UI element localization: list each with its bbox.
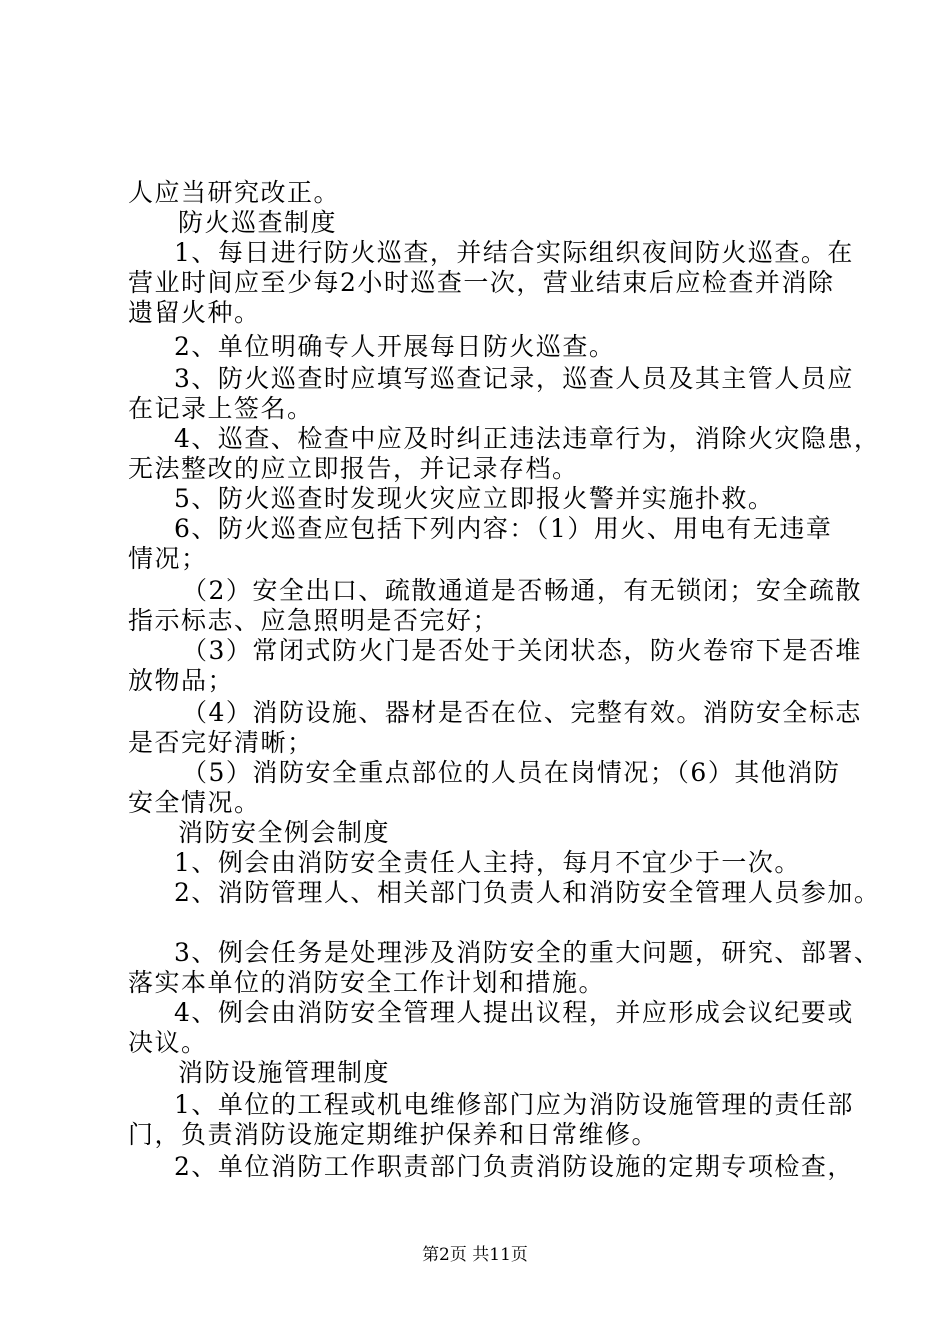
text-line: 6、防火巡查应包括下列内容：（1）用火、用电有无违章 — [174, 514, 833, 543]
text-line: 1、每日进行防火巡查，并结合实际组织夜间防火巡查。在 — [174, 238, 854, 267]
section-heading: 消防设施管理制度 — [178, 1058, 391, 1087]
text-line: （3）常闭式防火门是否处于关闭状态，防火卷帘下是否堆 — [182, 636, 862, 665]
text-line: 2、单位明确专人开展每日防火巡查。 — [174, 332, 616, 361]
text-line: 5、防火巡查时发现火灾应立即报火警并实施扑救。 — [174, 484, 775, 513]
text-line: 是否完好清晰； — [128, 728, 314, 757]
text-line: 决议。 — [128, 1028, 208, 1057]
text-line: 放物品； — [128, 666, 235, 695]
text-line: 安全情况。 — [128, 788, 261, 817]
text-line: 无法整改的应立即报告，并记录存档。 — [128, 454, 579, 483]
text-line: 4、巡查、检查中应及时纠正违法违章行为，消除火灾隐患， — [174, 424, 881, 453]
text-line: （2）安全出口、疏散通道是否畅通，有无锁闭；安全疏散 — [182, 576, 862, 605]
page-number-footer: 第2页 共11页 — [422, 1245, 528, 1265]
text-line: 在记录上签名。 — [128, 394, 314, 423]
text-line: 2、单位消防工作职责部门负责消防设施的定期专项检查， — [174, 1152, 854, 1181]
text-line: （5）消防安全重点部位的人员在岗情况；（6）其他消防 — [182, 758, 841, 787]
text-line: 3、防火巡查时应填写巡查记录，巡查人员及其主管人员应 — [174, 364, 854, 393]
text-line: 1、例会由消防安全责任人主持，每月不宜少于一次。 — [174, 848, 801, 877]
text-line: 遗留火种。 — [128, 298, 261, 327]
text-line: 3、例会任务是处理涉及消防安全的重大问题，研究、部署、 — [174, 938, 881, 967]
text-line: 4、例会由消防安全管理人提出议程，并应形成会议纪要或 — [174, 998, 854, 1027]
text-line: 2、消防管理人、相关部门负责人和消防安全管理人员参加。 — [174, 878, 881, 907]
text-line: 营业时间应至少每2小时巡查一次，营业结束后应检查并消除 — [128, 268, 835, 297]
text-line: 指示标志、应急照明是否完好； — [128, 606, 500, 635]
text-line: 落实本单位的消防安全工作计划和措施。 — [128, 968, 606, 997]
text-line: （4）消防设施、器材是否在位、完整有效。消防安全标志 — [182, 698, 862, 727]
text-line: 1、单位的工程或机电维修部门应为消防设施管理的责任部 — [174, 1090, 854, 1119]
text-line: 情况； — [128, 544, 208, 573]
section-heading: 消防安全例会制度 — [178, 818, 391, 847]
text-line: 门，负责消防设施定期维护保养和日常维修。 — [128, 1120, 659, 1149]
text-line: 人应当研究改正。 — [128, 178, 341, 207]
section-heading: 防火巡查制度 — [178, 208, 338, 237]
